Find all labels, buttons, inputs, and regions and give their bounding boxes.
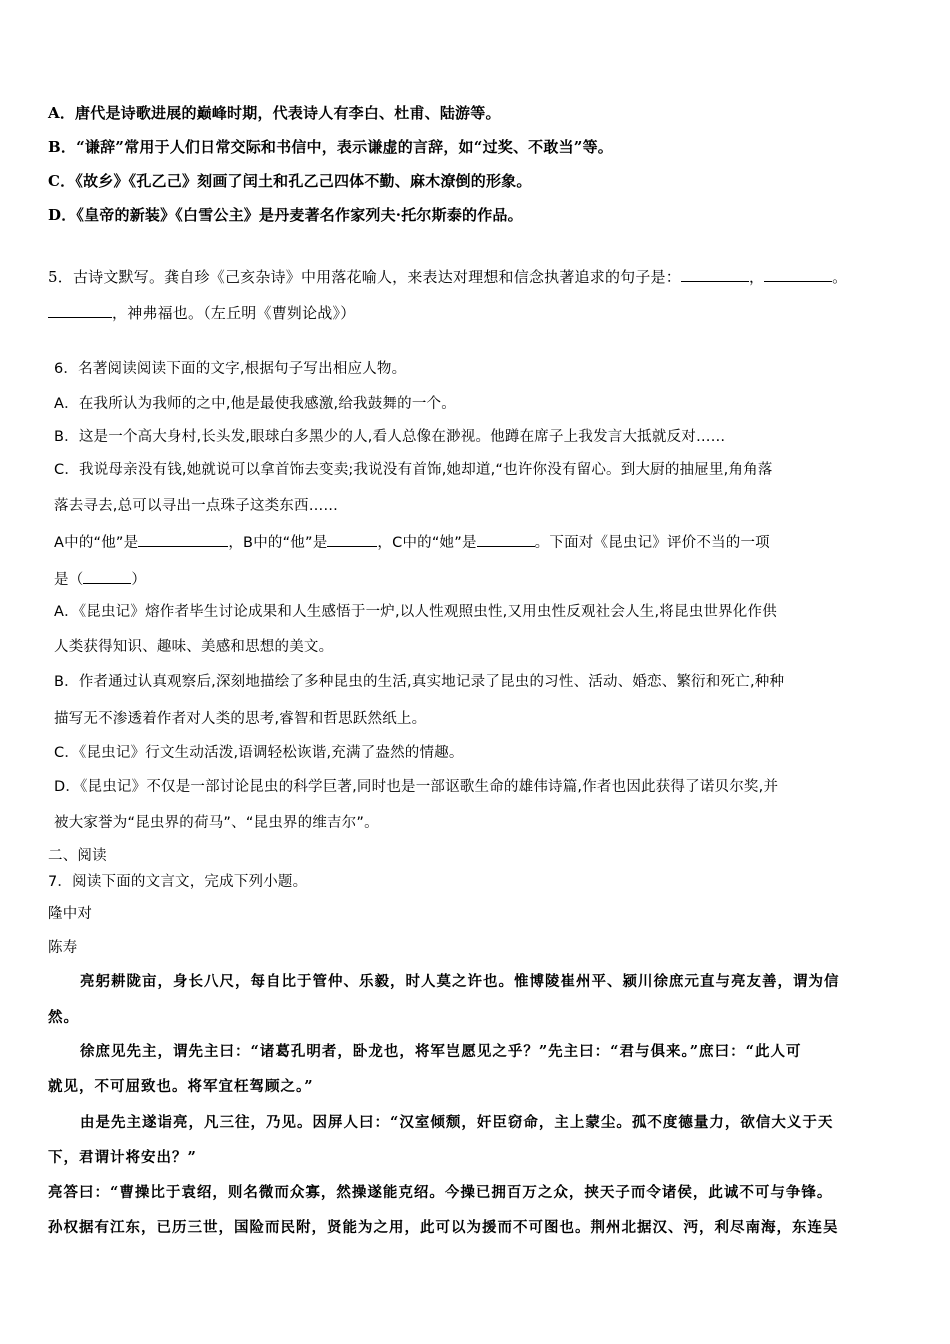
passage-p2-line-2: 就见，不可屈致也。将军宜枉驾顾之。” xyxy=(48,1078,314,1095)
q6-option-d-line-1: D．《昆虫记》不仅是一部讨论昆虫的科学巨著,同时也是一部讴歌生命的雄伟诗篇,作者也因此获得了诺贝尔奖,并 xyxy=(54,779,779,795)
q6-answer-close: ） xyxy=(131,572,147,588)
passage-p1-line-1: 亮躬耕陇亩，身长八尺，每自比于管仲、乐毅，时人莫之许也。惟博陵崔州平、颍川徐庶元直与亮友善，谓为信 xyxy=(80,973,840,990)
q4-option-b: B．“谦辞”常用于人们日常交际和书信中，表示谦虚的言辞，如“过奖、不敢当”等。 xyxy=(48,138,613,156)
q6-fill-tail: 。下面对《昆虫记》评价不当的一项 xyxy=(534,535,770,551)
q6-answer-open: 是（ xyxy=(54,572,84,588)
q6-item-c-line-2: 落去寻去,总可以寻出一点珠子这类东西…… xyxy=(54,498,339,514)
passage-author: 陈寿 xyxy=(48,940,78,956)
q5-separator: ， xyxy=(748,268,765,286)
passage-p1-line-2: 然。 xyxy=(48,1009,79,1026)
q4-option-a: A．唐代是诗歌进展的巅峰时期，代表诗人有李白、杜甫、陆游等。 xyxy=(48,104,501,122)
q5-blank-1[interactable] xyxy=(681,268,749,282)
passage-p4-line-2: 孙权据有江东，已历三世，国险而民附，贤能为之用，此可以为援而不可图也。荆州北据汉、沔，利尽南海，东连吴 xyxy=(48,1219,839,1236)
q6-option-b-line-2: 描写无不渗透着作者对人类的思考,睿智和哲思跃然纸上。 xyxy=(54,711,427,727)
q6-option-a-line-2: 人类获得知识、趣味、美感和思想的美文。 xyxy=(54,639,334,655)
passage-p2-line-1: 徐庶见先主，谓先主曰：“诸葛孔明者，卧龙也，将军岂愿见之乎？”先主曰：“君与俱来。”庶曰：“此人可 xyxy=(80,1043,802,1060)
q6-item-a: A．在我所认为我师的之中,他是最使我感激,给我鼓舞的一个。 xyxy=(54,396,456,412)
q6-option-c: C．《昆虫记》行文生动活泼,语调轻松诙谐,充满了盎然的情趣。 xyxy=(54,745,464,761)
q6-blank-b[interactable] xyxy=(327,533,377,547)
q6-answer-line xyxy=(54,570,146,588)
q6-option-b-line-1: B．作者通过认真观察后,深刻地描绘了多种昆虫的生活,真实地记录了昆虫的习性、活动、婚恋、繁衍和死亡,种种 xyxy=(54,674,785,690)
q7-instruction: 7．阅读下面的文言文，完成下列小题。 xyxy=(48,874,308,890)
section-heading: 二、阅读 xyxy=(48,848,107,864)
q6-fill-line xyxy=(54,533,770,551)
q6-item-b: B．这是一个高大身村,长头发,眼球白多黑少的人,看人总像在渺视。他蹲在席子上我发言大抵就反对…… xyxy=(54,429,726,445)
q5-line-2 xyxy=(48,304,355,321)
q6-option-a-line-1: A．《昆虫记》熔作者毕生讨论成果和人生感悟于一炉,以人性观照虫性,又用虫性反观社会人生,将昆虫世界化作供 xyxy=(54,604,777,620)
q4-option-c: C．《故乡》《孔乙己》刻画了闰土和孔乙己四体不勤、麻木潦倒的形象。 xyxy=(48,172,532,190)
q6-answer-blank[interactable] xyxy=(83,570,131,584)
q6-blank-c[interactable] xyxy=(477,533,535,547)
q5-line-2-text: ，神弗福也。（左丘明《曹刿论战》） xyxy=(112,304,356,322)
q5-line-end: 。 xyxy=(832,268,848,286)
q6-item-c-line-1: C．我说母亲没有钱,她就说可以拿首饰去变卖;我说没有首饰,她却道,“也许你没有留心。到大厨的抽屉里,角角落 xyxy=(54,462,773,478)
q4-option-d: D．《皇帝的新装》《白雪公主》是丹麦著名作家列夫·托尔斯泰的作品。 xyxy=(48,206,523,224)
passage-p3-line-1: 由是先主遂诣亮，凡三往，乃见。因屏人曰：“汉室倾颓，奸臣窃命，主上蒙尘。孤不度德量力，欲信大义于天 xyxy=(80,1114,834,1131)
q6-title: 6．名著阅读阅读下面的文字,根据句子写出相应人物。 xyxy=(54,361,407,377)
q6-fill-a-label: A中的“他”是 xyxy=(54,535,139,551)
q6-fill-c-label: ，C中的“她”是 xyxy=(377,535,477,551)
q5-line-1 xyxy=(48,268,847,285)
passage-p3-line-2: 下，君谓计将安出？” xyxy=(48,1149,197,1166)
q6-blank-a[interactable] xyxy=(138,533,228,547)
q6-option-d-line-2: 被大家誉为“昆虫界的荷马”、“昆虫界的维吉尔”。 xyxy=(54,815,379,831)
q5-blank-2[interactable] xyxy=(764,268,832,282)
q5-prompt: 5．古诗文默写。龚自珍《己亥杂诗》中用落花喻人，来表达对理想和信念执著追求的句子是： xyxy=(48,268,681,286)
q6-fill-b-label: ，B中的“他”是 xyxy=(228,535,328,551)
passage-title: 隆中对 xyxy=(48,906,93,922)
passage-p4-line-1: 亮答曰：“曹操比于袁绍，则名微而众寡，然操遂能克绍。今操已拥百万之众，挟天子而令诸侯，此诚不可与争锋。 xyxy=(48,1184,833,1201)
q5-blank-3[interactable] xyxy=(48,304,112,318)
